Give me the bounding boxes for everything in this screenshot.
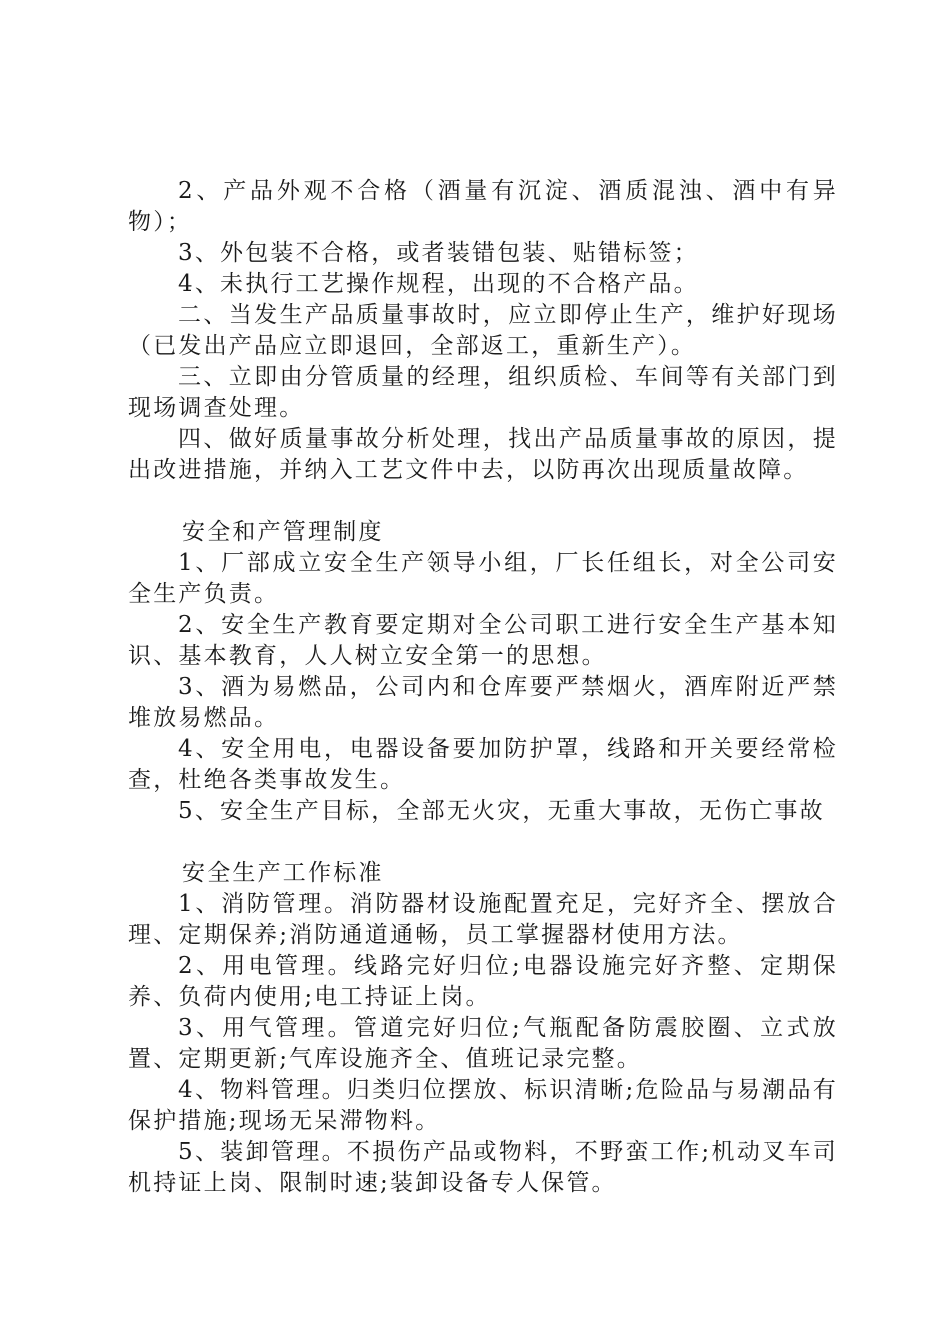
paragraph: 三、立即由分管质量的经理，组织质检、车间等有关部门到现场调查处理。 (128, 364, 838, 421)
document-body (128, 176, 838, 1199)
paragraph: 2、产品外观不合格（酒量有沉淀、酒质混浊、酒中有异物）； (128, 178, 838, 235)
section-spacer (128, 827, 838, 858)
paragraph: 二、当发生产品质量事故时，应立即停止生产，维护好现场（已发出产品应立即退回，全部返工，重新生产）。 (128, 302, 838, 359)
paragraph: 1、厂部成立安全生产领导小组，厂长任组长，对全公司安全生产负责。 (128, 550, 838, 607)
section-title: 安全生产工作标准 (182, 860, 384, 886)
paragraph: 4、安全用电，电器设备要加防护罩，线路和开关要经常检查，杜绝各类事故发生。 (128, 736, 838, 793)
section-spacer (128, 486, 838, 517)
section-title: 安全和产管理制度 (182, 519, 384, 545)
paragraph: 5、装卸管理。不损伤产品或物料，不野蛮工作;机动叉车司机持证上岗、限制时速;装卸设备专人保管。 (128, 1139, 838, 1196)
paragraph: 4、未执行工艺操作规程，出现的不合格产品。 (178, 271, 699, 297)
paragraph: 3、酒为易燃品，公司内和仓库要严禁烟火，酒库附近严禁堆放易燃品。 (128, 674, 838, 731)
paragraph: 四、做好质量事故分析处理，找出产品质量事故的原因，提出改进措施，并纳入工艺文件中去，以防再次出现质量故障。 (128, 426, 838, 483)
paragraph: 3、外包装不合格，或者装错包装、贴错标签； (178, 240, 699, 266)
paragraph: 2、安全生产教育要定期对全公司职工进行安全生产基本知识、基本教育，人人树立安全第一的思想。 (128, 612, 838, 669)
paragraph: 1、消防管理。消防器材设施配置充足，完好齐全、摆放合理、定期保养;消防通道通畅，员工掌握器材使用方法。 (128, 891, 838, 948)
paragraph: 4、物料管理。归类归位摆放、标识清晰;危险品与易潮品有保护措施;现场无呆滞物料。 (128, 1077, 838, 1134)
paragraph: 5、安全生产目标，全部无火灾，无重大事故，无伤亡事故 (178, 798, 825, 824)
paragraph: 2、用电管理。线路完好归位;电器设施完好齐整、定期保养、负荷内使用;电工持证上岗。 (128, 953, 838, 1010)
paragraph: 3、用气管理。管道完好归位;气瓶配备防震胶圈、立式放置、定期更新;气库设施齐全、值班记录完整。 (128, 1015, 838, 1072)
